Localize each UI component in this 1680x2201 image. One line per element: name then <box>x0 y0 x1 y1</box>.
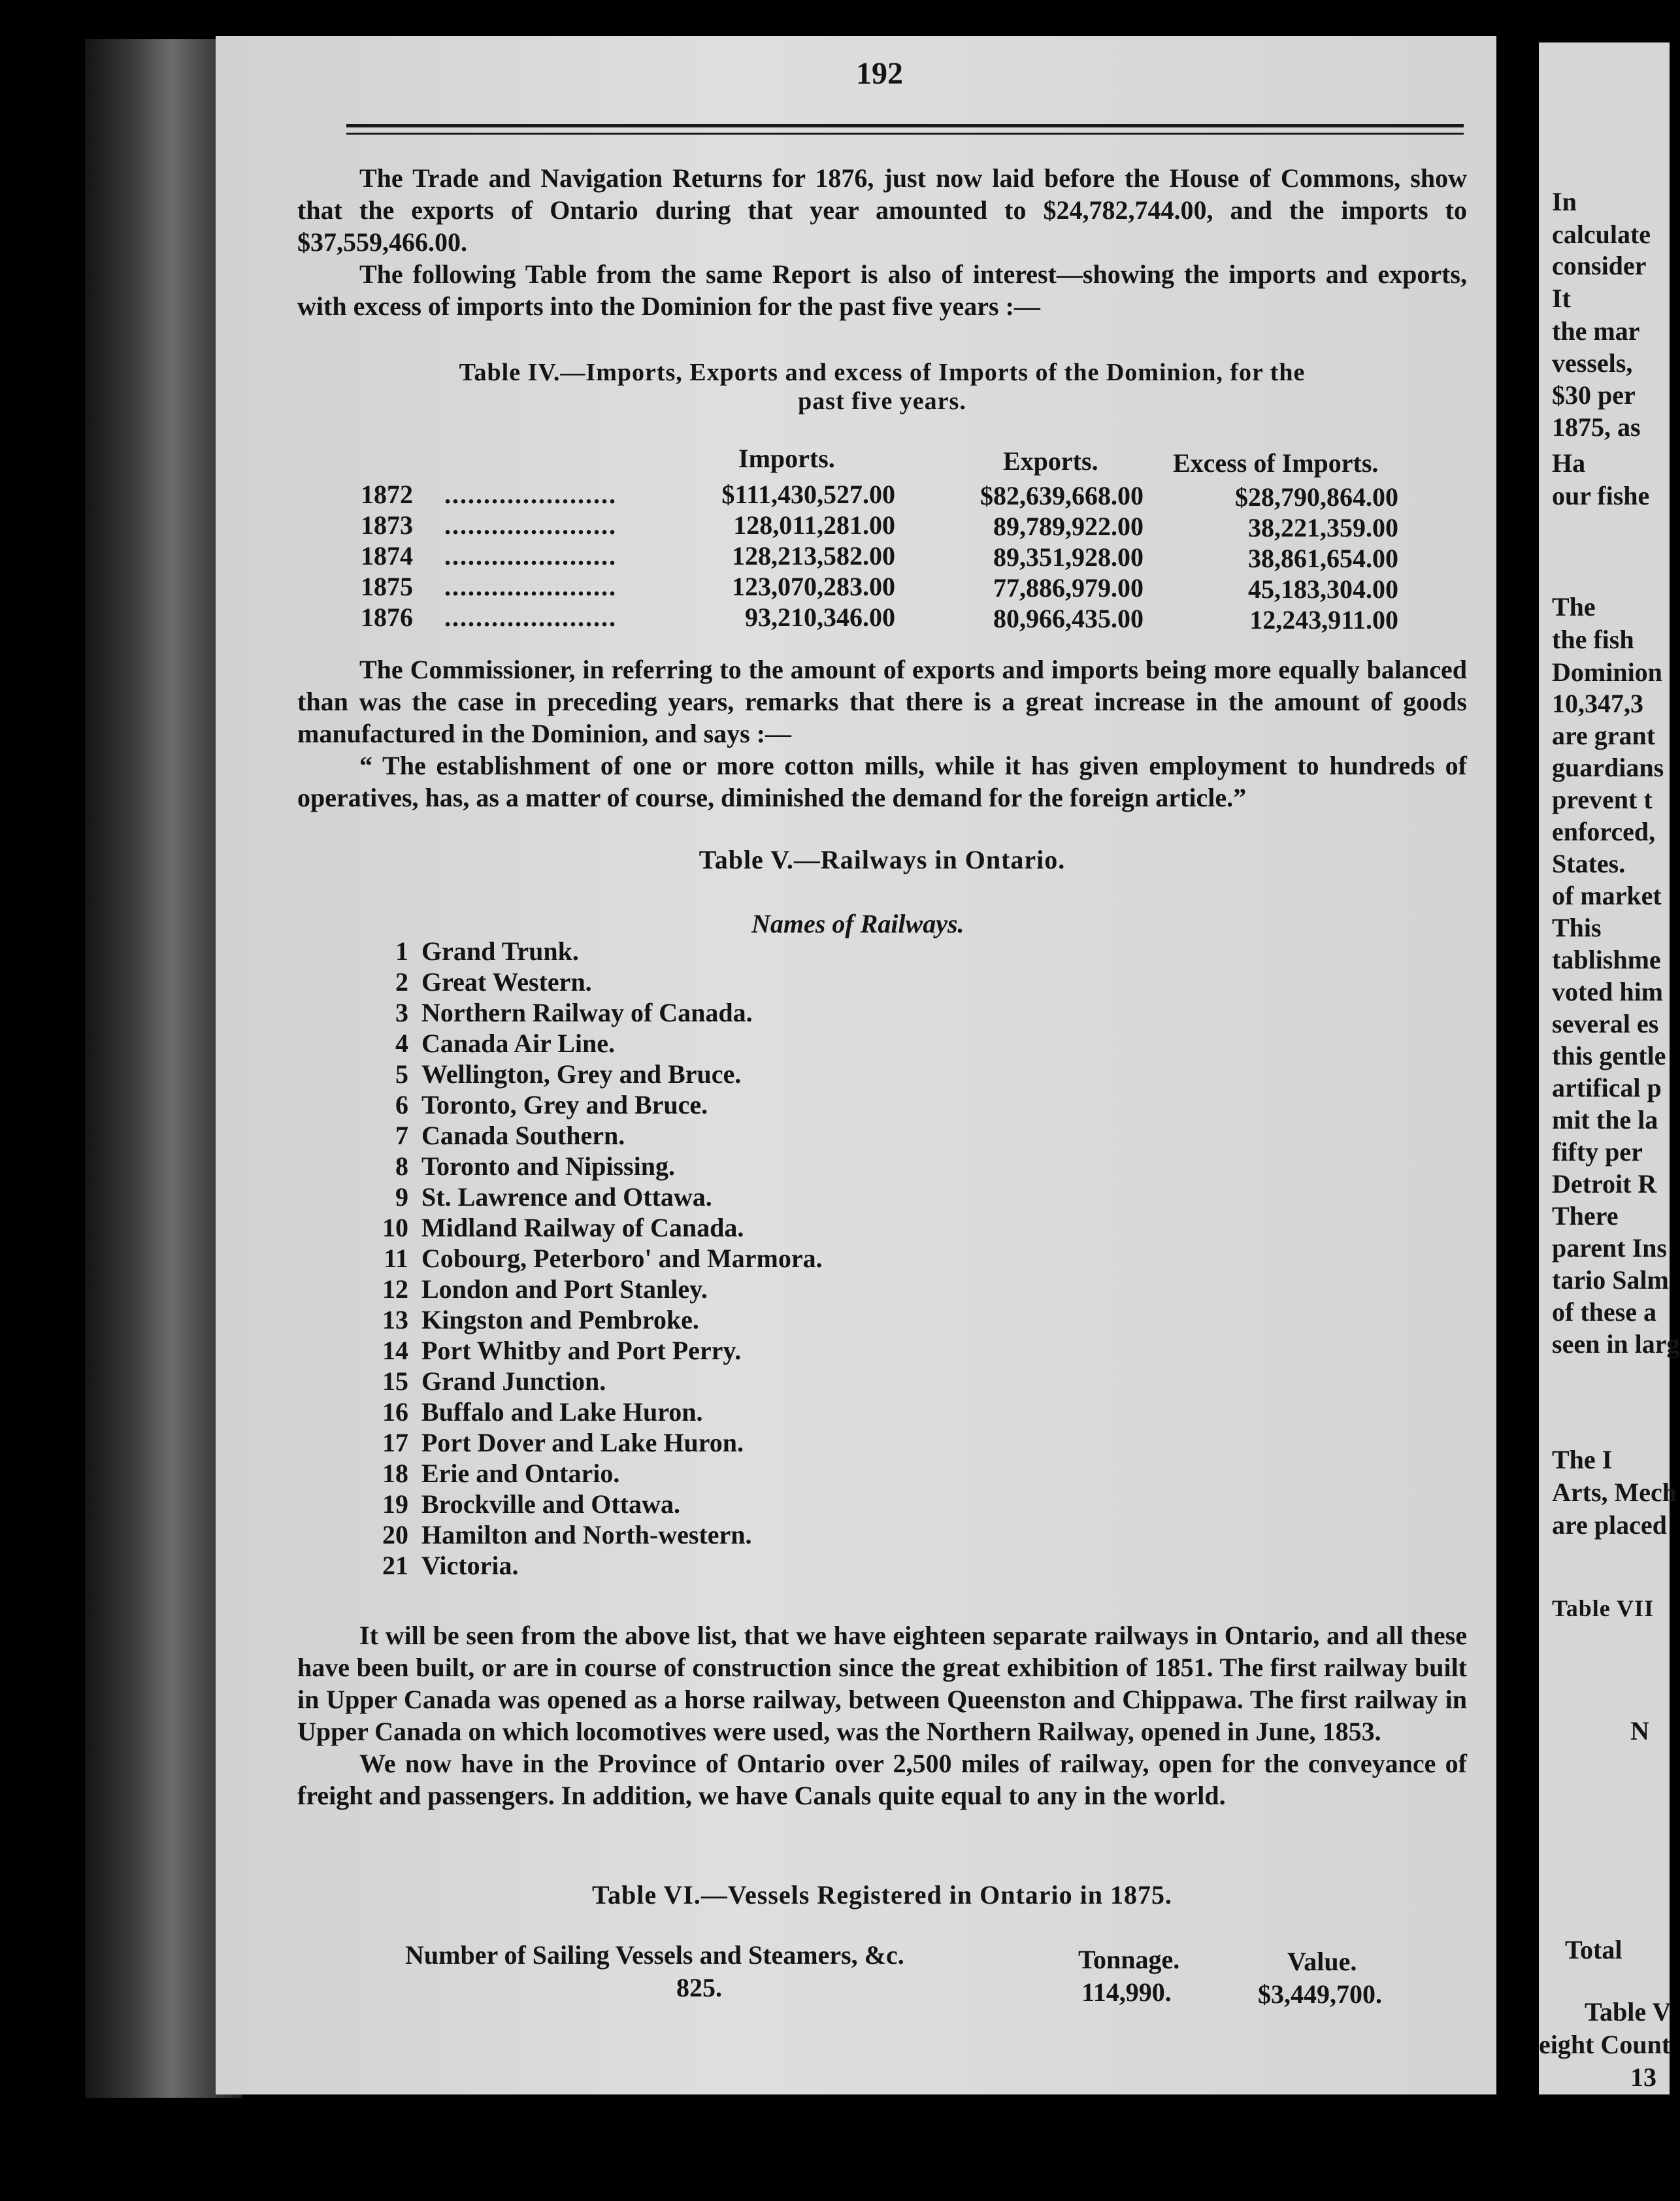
quote-paragraph: “ The establishment of one or more cotton mills, while it has given employment to hundreds of operatives, has, as a matter of course, diminished the demand for the foreign article.” <box>297 751 1467 812</box>
right-fragment: Table VII <box>1552 1595 1655 1621</box>
table4-year: 1872 <box>361 480 413 509</box>
intro-section <box>297 162 1467 322</box>
table4-imports: 123,070,283.00 <box>732 572 895 601</box>
right-fragment: Table V <box>1585 1997 1672 2027</box>
right-fragment: our fishe <box>1552 481 1650 510</box>
header-rule-thin <box>346 133 1464 135</box>
list-item <box>366 1089 708 1120</box>
right-fragment: tario Salm <box>1552 1265 1669 1295</box>
commissioner-section <box>297 654 1467 814</box>
table6-header-tonnage: Tonnage. <box>1078 1945 1180 1974</box>
list-number: 16 <box>382 1397 408 1427</box>
list-number: 4 <box>395 1029 408 1058</box>
right-fragment: this gentle <box>1552 1041 1666 1070</box>
list-number: 9 <box>395 1182 408 1212</box>
railway-name: Hamilton and North-western. <box>421 1520 752 1549</box>
railway-name: Grand Trunk. <box>421 936 579 966</box>
table4-dots: ...................... <box>444 480 617 509</box>
right-fragment: 1875, as <box>1552 412 1641 442</box>
table4-excess: 45,183,304.00 <box>1248 574 1398 604</box>
railway-name: Brockville and Ottawa. <box>421 1489 680 1519</box>
list-item <box>366 1397 703 1427</box>
list-number: 21 <box>382 1551 408 1580</box>
table4-excess: 38,861,654.00 <box>1248 544 1398 573</box>
right-fragment: are grant <box>1552 721 1656 750</box>
list-item <box>366 1274 708 1304</box>
table4-imports: 93,210,346.00 <box>745 603 895 632</box>
right-fragment: Detroit R <box>1552 1169 1657 1199</box>
right-fragment: are placed <box>1552 1510 1667 1540</box>
right-fragment: the mar <box>1552 316 1640 346</box>
table4-excess: 38,221,359.00 <box>1248 513 1398 542</box>
railway-name: London and Port Stanley. <box>421 1274 708 1304</box>
railway-name: Toronto, Grey and Bruce. <box>421 1090 708 1119</box>
list-number: 3 <box>395 998 408 1027</box>
right-fragment: enforced, <box>1552 817 1656 846</box>
list-number: 11 <box>384 1244 408 1273</box>
right-fragment: N <box>1630 1716 1649 1746</box>
right-fragment: There <box>1552 1201 1619 1231</box>
right-fragment: parent Ins <box>1552 1233 1667 1263</box>
right-fragment: mit the la <box>1552 1105 1658 1134</box>
list-number: 20 <box>382 1520 408 1549</box>
right-fragment: It <box>1552 284 1571 313</box>
railway-name: Wellington, Grey and Bruce. <box>421 1059 742 1089</box>
table4-year: 1876 <box>361 603 413 632</box>
railway-name: Northern Railway of Canada. <box>421 998 753 1027</box>
railway-name: St. Lawrence and Ottawa. <box>421 1182 712 1212</box>
closing-paragraph: We now have in the Province of Ontario over 2,500 miles of railway, open for the conveyance of freight and passengers. In addition, we have Canals quite equal to any in the world. <box>297 1749 1467 1810</box>
table4-dots: ...................... <box>444 510 617 540</box>
table4-imports: 128,213,582.00 <box>732 541 895 571</box>
railway-name: Buffalo and Lake Huron. <box>421 1397 703 1427</box>
list-number: 13 <box>382 1305 408 1334</box>
right-fragment: States. <box>1552 849 1626 878</box>
table4-header-excess: Excess of Imports. <box>1173 448 1379 478</box>
right-fragment: 10,347,3 <box>1552 689 1643 718</box>
right-fragment: eight Count <box>1539 2030 1671 2059</box>
intro-paragraph: The following Table from the same Report is also of interest—showing the imports and exports, with excess of imports into the Dominion for the past five years :— <box>297 259 1467 321</box>
table4-year: 1873 <box>361 510 413 540</box>
right-fragment: tablishme <box>1552 945 1661 974</box>
list-number: 10 <box>382 1213 408 1242</box>
list-item <box>366 1304 699 1335</box>
list-number: 1 <box>395 936 408 966</box>
closing-paragraph: It will be seen from the above list, that we have eighteen separate railways in Ontario, and all these have been built, or are in course of construction since the great exhibition of 1851. The first railway built in Upper Canada was opened as a horse railway, between Queenston and Chippawa. The first railway in Upper Canada on which locomotives were used, was the Northern Railway, opened in June, 1853. <box>297 1621 1467 1746</box>
table6-tonnage: 114,990. <box>1081 1978 1172 2007</box>
table4-exports: 80,966,435.00 <box>993 604 1144 633</box>
railway-name: Canada Air Line. <box>421 1029 615 1058</box>
table4-exports: 89,789,922.00 <box>993 512 1144 541</box>
page-number: 192 <box>856 56 903 91</box>
list-number: 15 <box>382 1366 408 1396</box>
railway-name: Canada Southern. <box>421 1121 625 1150</box>
table6-value: $3,449,700. <box>1258 1979 1382 2009</box>
list-item <box>366 1427 744 1458</box>
right-fragment: consider <box>1552 251 1647 280</box>
right-fragment: 13 <box>1630 2062 1656 2092</box>
list-item <box>366 1519 752 1550</box>
table4-dots: ...................... <box>444 603 617 632</box>
list-item <box>366 967 592 997</box>
table6-count: 825. <box>676 1973 722 2002</box>
commissioner-paragraph: The Commissioner, in referring to the amount of exports and imports being more equally balanced than was the case in preceding years, remarks that there is a great increase in the amount of goods manufactured in the Dominion, and says :— <box>297 655 1467 748</box>
right-fragment: fifty per <box>1552 1137 1643 1167</box>
railway-name: Port Whitby and Port Perry. <box>421 1336 742 1365</box>
right-fragment: The I <box>1552 1445 1613 1474</box>
right-fragment: seen in larg <box>1552 1329 1680 1359</box>
table4-excess: 12,243,911.00 <box>1249 605 1398 635</box>
list-item <box>366 1550 518 1581</box>
list-item <box>366 1243 823 1274</box>
right-fragment: voted him <box>1552 977 1663 1006</box>
list-item <box>366 1120 625 1151</box>
right-fragment: This <box>1552 913 1602 942</box>
list-number: 12 <box>382 1274 408 1304</box>
list-number: 18 <box>382 1459 408 1488</box>
table4-header-exports: Exports. <box>1003 446 1098 476</box>
table4-year: 1875 <box>361 572 413 601</box>
right-fragment: guardians <box>1552 753 1664 782</box>
table5-subheading: Names of Railways. <box>751 909 964 938</box>
list-number: 14 <box>382 1336 408 1365</box>
table4-year: 1874 <box>361 541 413 571</box>
table4-title-line2: past five years. <box>798 388 966 415</box>
intro-paragraph: The Trade and Navigation Returns for 1876, just now laid before the House of Commons, show that the exports of Ontario during that year amounted to $24,782,744.00, and the imports to $37,559,466.00. <box>297 163 1467 257</box>
right-page-edge <box>1539 42 1680 2094</box>
list-number: 6 <box>395 1090 408 1119</box>
table4-dots: ...................... <box>444 541 617 571</box>
right-fragment: of market <box>1552 881 1662 910</box>
railway-name: Victoria. <box>421 1551 519 1580</box>
table4-title: Table IV.—Imports, Exports and excess of Imports of the Dominion, for the <box>459 359 1306 386</box>
table4-imports: $111,430,527.00 <box>721 480 895 509</box>
list-number: 2 <box>395 967 408 997</box>
right-fragment: artifical p <box>1552 1073 1662 1102</box>
table4-excess: $28,790,864.00 <box>1235 482 1398 512</box>
railway-name: Port Dover and Lake Huron. <box>421 1428 744 1457</box>
list-item <box>366 1489 680 1519</box>
closing-section <box>297 1619 1467 1812</box>
list-item <box>366 1028 615 1059</box>
list-item <box>366 1458 619 1489</box>
right-fragment: calculate <box>1552 220 1651 249</box>
railway-name: Toronto and Nipissing. <box>421 1151 675 1181</box>
railway-name: Great Western. <box>421 967 592 997</box>
list-number: 5 <box>395 1059 408 1089</box>
list-number: 8 <box>395 1151 408 1181</box>
table4-header-imports: Imports. <box>738 444 835 473</box>
right-fragment: prevent t <box>1552 785 1653 814</box>
right-fragment: Dominion <box>1552 657 1662 687</box>
list-item <box>366 1335 741 1366</box>
table6-header-count: Number of Sailing Vessels and Steamers, &c. <box>405 1940 904 1970</box>
list-number: 19 <box>382 1489 408 1519</box>
list-item <box>366 1212 744 1243</box>
header-rule <box>346 124 1464 127</box>
table6-header-value: Value. <box>1287 1947 1357 1976</box>
list-number: 7 <box>395 1121 408 1150</box>
right-fragment: Ha <box>1552 448 1586 478</box>
railway-name: Midland Railway of Canada. <box>421 1213 744 1242</box>
table4-exports: $82,639,668.00 <box>980 481 1144 510</box>
table5-title: Table V.—Railways in Ontario. <box>699 845 1066 874</box>
railway-name: Grand Junction. <box>421 1366 606 1396</box>
list-item <box>366 1059 741 1089</box>
table4-exports: 77,886,979.00 <box>993 573 1144 603</box>
table6-title: Table VI.—Vessels Registered in Ontario in 1875. <box>591 1880 1173 1910</box>
right-fragment: Total <box>1565 1935 1622 1964</box>
table4-dots: ...................... <box>444 572 617 601</box>
list-item <box>366 997 753 1028</box>
railway-name: Cobourg, Peterboro' and Marmora. <box>421 1244 823 1273</box>
railway-name: Kingston and Pembroke. <box>421 1305 699 1334</box>
right-fragment: In <box>1552 187 1577 216</box>
right-fragment: vessels, <box>1552 348 1633 378</box>
list-number: 17 <box>382 1428 408 1457</box>
list-item <box>366 936 579 967</box>
right-fragment: the fish <box>1552 625 1634 654</box>
right-fragment: Arts, Mech <box>1552 1478 1677 1507</box>
right-fragment: several es <box>1552 1009 1659 1038</box>
table4-imports: 128,011,281.00 <box>733 510 895 540</box>
right-fragment: of these a <box>1552 1297 1656 1327</box>
table4-exports: 89,351,928.00 <box>993 542 1144 572</box>
list-item <box>366 1182 712 1212</box>
railway-name: Erie and Ontario. <box>421 1459 620 1488</box>
right-fragment: The <box>1552 592 1596 621</box>
list-item <box>366 1366 606 1397</box>
right-fragment: $30 per <box>1552 380 1636 410</box>
list-item <box>366 1151 675 1182</box>
